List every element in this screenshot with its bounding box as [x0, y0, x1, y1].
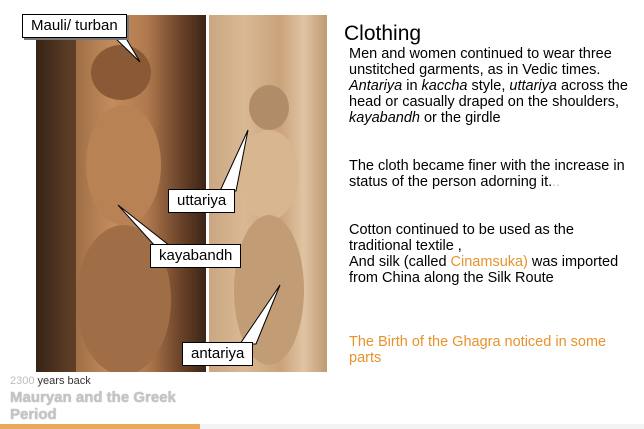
label-uttariya: uttariya [168, 189, 235, 213]
term-kaccha: kaccha [421, 78, 468, 94]
slide-title: Clothing [344, 22, 422, 45]
label-kayabandh: kayabandh [150, 244, 241, 268]
label-mauli-turban: Mauli/ turban [22, 14, 127, 38]
label-antariya: antariya [182, 342, 253, 366]
trailing-dots: .. [552, 174, 561, 190]
paragraph-cotton-silk [349, 222, 634, 286]
term-antariya: Antariya [349, 78, 403, 94]
term-kayabandh: kayabandh [349, 110, 420, 126]
text: Cotton continued to be used as the traditional textile , [349, 222, 574, 254]
period-footer [10, 375, 190, 423]
text: The cloth became finer with the increase in status of the person adorning it. [349, 158, 625, 190]
paragraph-cloth [349, 158, 634, 190]
paragraph-ghagra: The Birth of the Ghagra noticed in some parts [349, 334, 607, 366]
years-number: 2300 [10, 375, 35, 387]
text: or the girdle [419, 110, 501, 126]
text: in [402, 78, 422, 94]
era-name: Mauryan and the Greek Period [10, 389, 176, 423]
term-uttariya: uttariya [509, 78, 557, 94]
text: And silk (called [349, 254, 451, 270]
text: Men and women continued to wear three unstitched garments, as in Vedic times. [349, 46, 612, 78]
text: was imported from China along the Silk Route [349, 254, 619, 286]
term-cinamsuka: Cinamsuka) [450, 254, 528, 270]
progress-bar [0, 424, 200, 429]
paragraph-garments [349, 46, 634, 126]
text: across the head or casually draped on the shoulders, [349, 78, 628, 110]
text: style, [467, 78, 510, 94]
years-back [10, 375, 190, 387]
years-text: years back [34, 375, 91, 387]
